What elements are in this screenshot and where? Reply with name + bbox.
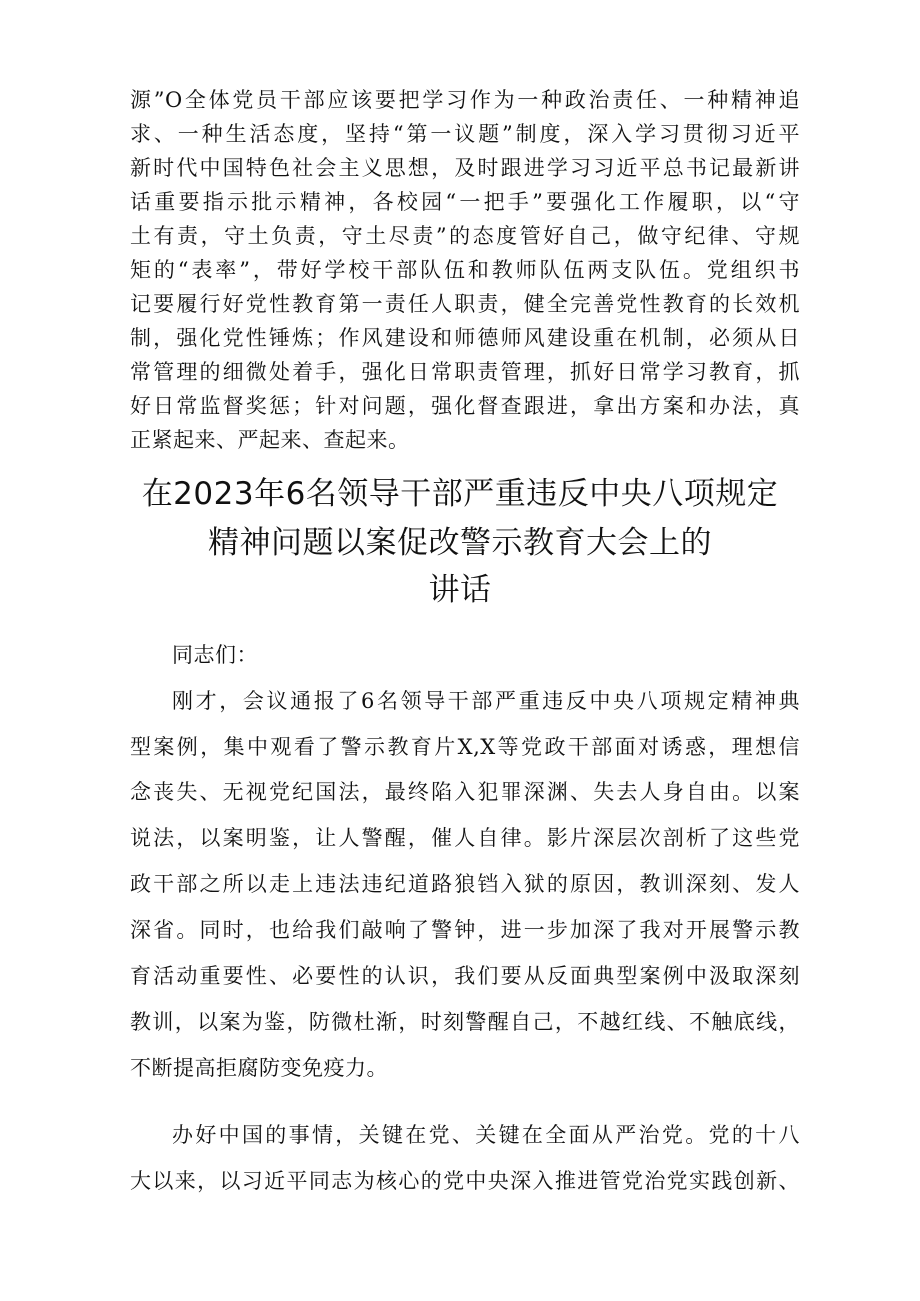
text-line: 念丧失、无视党纪国法，最终陷入犯罪深渊、失去人身自由。以案 bbox=[130, 780, 800, 804]
text-line: 常管理的细微处着手，强化日常职责管理，抓好日常学习教育，抓 bbox=[130, 360, 800, 384]
title-line: 讲话 bbox=[428, 572, 492, 608]
text-line: 正紧起来、严起来、查起来。 bbox=[130, 428, 410, 452]
text-line: 刚才，会议通报了6名领导干部严重违反中央八项规定精神典 bbox=[172, 689, 800, 713]
text-line: 记要履行好党性教育第一责任人职责，健全完善党性教育的长效机 bbox=[130, 292, 800, 316]
title-line: 精神问题以案促改警示教育大会上的 bbox=[208, 525, 712, 561]
text-line: 新时代中国特色社会主义思想，及时跟进学习习近平总书记最新讲 bbox=[130, 156, 800, 180]
text-line: 说法，以案明鉴，让人警醒，催人自律。影片深层次剖析了这些党 bbox=[130, 826, 800, 850]
text-line: 源”O全体党员干部应该要把学习作为一种政治责任、一种精神追 bbox=[130, 88, 800, 112]
text-line: 好日常监督奖惩；针对问题，强化督查跟进，拿出方案和办法，真 bbox=[130, 394, 800, 418]
text-line: 制，强化党性锤炼；作风建设和师德师风建设重在机制，必须从日 bbox=[130, 326, 800, 350]
text-line: 型案例，集中观看了警示教育片X,X等党政干部面对诱惑，理想信 bbox=[130, 735, 800, 759]
text-line: 政干部之所以走上违法违纪道路狼铛入狱的原因，教训深刻、发人 bbox=[130, 872, 800, 896]
text-line: 大以来，以习近平同志为核心的党中央深入推进管党治党实践创新、 bbox=[130, 1169, 800, 1193]
salutation: 同志们： bbox=[172, 643, 258, 667]
title-line: 在2023年6名领导干部严重违反中央八项规定 bbox=[141, 476, 779, 512]
text-line: 育活动重要性、必要性的认识，我们要从反面典型案例中汲取深刻 bbox=[130, 964, 800, 988]
text-line: 矩的“表率”，带好学校干部队伍和教师队伍两支队伍。党组织书 bbox=[130, 258, 800, 282]
text-line: 土有责，守土负责，守土尽责”的态度管好自己，做守纪律、守规 bbox=[130, 224, 800, 248]
text-line: 不断提高拒腐防变免疫力。 bbox=[130, 1056, 388, 1080]
text-line: 求、一种生活态度，坚持“第一议题”制度，深入学习贯彻习近平 bbox=[130, 122, 800, 146]
text-line: 办好中国的事情，关键在党、关键在全面从严治党。党的十八 bbox=[172, 1123, 800, 1147]
text-line: 话重要指示批示精神，各校园“一把手”要强化工作履职，以“守 bbox=[130, 190, 800, 214]
text-line: 深省。同时，也给我们敲响了警钟，进一步加深了我对开展警示教 bbox=[130, 918, 800, 942]
text-line: 教训，以案为鉴，防微杜渐，时刻警醒自己，不越红线、不触底线， bbox=[130, 1010, 800, 1034]
